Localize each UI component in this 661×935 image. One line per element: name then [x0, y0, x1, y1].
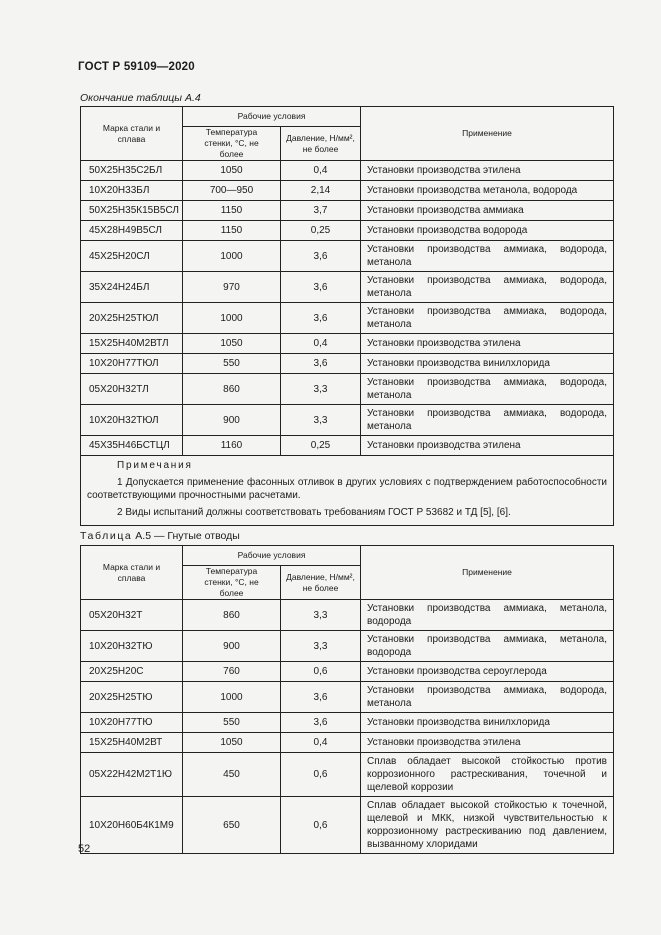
cell-steel-grade: 45Х25Н20СЛ: [81, 241, 183, 272]
table-row: [81, 631, 614, 662]
cell-temperature: 860: [183, 600, 281, 631]
cell-steel-grade: 50Х25Н35К15В5СЛ: [81, 201, 183, 221]
cell-temperature: 1050: [183, 334, 281, 354]
document-header: ГОСТ Р 59109—2020: [78, 61, 195, 73]
table-row: [81, 161, 614, 181]
table-a5: [80, 545, 614, 854]
cell-pressure: 0,4: [281, 733, 361, 753]
table-row: [81, 733, 614, 753]
table-a5-body: [81, 600, 614, 854]
cell-steel-grade: 15Х25Н40М2ВТЛ: [81, 334, 183, 354]
cell-pressure: 3,6: [281, 241, 361, 272]
cell-steel-grade: 10Х20Н32ТЮЛ: [81, 405, 183, 436]
cell-application: Сплав обладает высокой стойкостью против коррозионного растрескивания, точечной и щелевой коррозии: [361, 753, 614, 797]
table-row: [81, 682, 614, 713]
cell-pressure: 3,3: [281, 631, 361, 662]
table-row: [81, 201, 614, 221]
cell-temperature: 1000: [183, 682, 281, 713]
cell-temperature: 1160: [183, 436, 281, 456]
cell-temperature: 550: [183, 713, 281, 733]
table-row: [81, 181, 614, 201]
cell-pressure: 3,6: [281, 713, 361, 733]
col-header-mark: Марка стали и сплава: [81, 546, 183, 600]
cell-pressure: 3,6: [281, 354, 361, 374]
cell-pressure: 3,6: [281, 272, 361, 303]
page-number: 52: [78, 843, 91, 855]
cell-steel-grade: 15Х25Н40М2ВТ: [81, 733, 183, 753]
table-row: [81, 713, 614, 733]
cell-temperature: 900: [183, 405, 281, 436]
table-a4: [80, 106, 614, 526]
cell-application: Установки производства аммиака, метанола, водорода: [361, 631, 614, 662]
cell-pressure: 3,7: [281, 201, 361, 221]
cell-steel-grade: 05Х20Н32Т: [81, 600, 183, 631]
cell-temperature: 760: [183, 662, 281, 682]
cell-temperature: 1050: [183, 161, 281, 181]
col-header-pressure: Давление, Н/мм², не более: [281, 566, 361, 600]
table-a4-body: [81, 161, 614, 456]
table-row: [81, 436, 614, 456]
table-a5-caption: [80, 530, 240, 542]
note-item: 2 Виды испытаний должны соответствовать требованиям ГОСТ Р 53682 и ТД [5], [6].: [117, 507, 511, 518]
cell-application: Установки производства аммиака, водорода, метанола: [361, 303, 614, 334]
cell-application: Установки производства этилена: [361, 161, 614, 181]
col-header-pressure: Давление, Н/мм², не более: [281, 127, 361, 161]
cell-steel-grade: 35Х24Н24БЛ: [81, 272, 183, 303]
cell-application: Установки производства этилена: [361, 436, 614, 456]
table-row: [81, 221, 614, 241]
cell-steel-grade: 10Х20Н33БЛ: [81, 181, 183, 201]
cell-application: Установки производства аммиака: [361, 201, 614, 221]
cell-pressure: 3,3: [281, 374, 361, 405]
cell-temperature: 860: [183, 374, 281, 405]
cell-pressure: 3,3: [281, 600, 361, 631]
cell-application: Установки производства винилхлорида: [361, 713, 614, 733]
table-a5-caption-title: А.5 — Гнутые отводы: [135, 530, 240, 542]
cell-temperature: 1000: [183, 303, 281, 334]
cell-steel-grade: 10Х20Н77ТЮ: [81, 713, 183, 733]
notes-title: Примечания: [117, 460, 193, 471]
cell-steel-grade: 45Х28Н49В5СЛ: [81, 221, 183, 241]
table-row: [81, 303, 614, 334]
cell-pressure: 3,6: [281, 682, 361, 713]
table-a4-caption: Окончание таблицы А.4: [80, 92, 201, 104]
cell-pressure: 0,6: [281, 662, 361, 682]
cell-application: Установки производства аммиака, водорода, метанола: [361, 374, 614, 405]
cell-application: Установки производства сероуглерода: [361, 662, 614, 682]
table-row: [81, 334, 614, 354]
cell-pressure: 2,14: [281, 181, 361, 201]
table-a4-notes: [81, 456, 614, 526]
cell-application: Установки производства этилена: [361, 733, 614, 753]
cell-temperature: 550: [183, 354, 281, 374]
cell-steel-grade: 10Х20Н60Б4К1М9: [81, 797, 183, 854]
cell-temperature: 900: [183, 631, 281, 662]
cell-pressure: 0,4: [281, 161, 361, 181]
col-header-working-conditions: Рабочие условия: [183, 107, 361, 127]
cell-application: Установки производства аммиака, водорода, метанола: [361, 241, 614, 272]
cell-pressure: 0,6: [281, 797, 361, 854]
cell-steel-grade: 10Х20Н77ТЮЛ: [81, 354, 183, 374]
cell-application: Установки производства этилена: [361, 334, 614, 354]
table-row: [81, 374, 614, 405]
table-row: [81, 753, 614, 797]
col-header-temperature: Температура стенки, °C, не более: [183, 566, 281, 600]
cell-temperature: 1150: [183, 221, 281, 241]
cell-pressure: 0,25: [281, 436, 361, 456]
cell-pressure: 0,6: [281, 753, 361, 797]
cell-temperature: 1150: [183, 201, 281, 221]
cell-pressure: 3,6: [281, 303, 361, 334]
cell-application: Сплав обладает высокой стойкостью к точечной, щелевой и МКК, низкой чувствительностью к коррозионному растрескиванию под давлением, вызванному хлоридами: [361, 797, 614, 854]
cell-pressure: 0,25: [281, 221, 361, 241]
cell-pressure: 3,3: [281, 405, 361, 436]
cell-steel-grade: 10Х20Н32ТЮ: [81, 631, 183, 662]
col-header-temperature: Температура стенки, °C, не более: [183, 127, 281, 161]
table-row: [81, 797, 614, 854]
cell-temperature: 700—950: [183, 181, 281, 201]
table-row: [81, 272, 614, 303]
table-row: [81, 354, 614, 374]
cell-application: Установки производства аммиака, водорода, метанола: [361, 405, 614, 436]
cell-application: Установки производства метанола, водорода: [361, 181, 614, 201]
col-header-application: Применение: [361, 546, 614, 600]
table-row: [81, 662, 614, 682]
table-a5-caption-word: Таблица: [80, 530, 133, 542]
cell-steel-grade: 20Х25Н25ТЮ: [81, 682, 183, 713]
cell-temperature: 1000: [183, 241, 281, 272]
cell-steel-grade: 05Х22Н42М2Т1Ю: [81, 753, 183, 797]
table-row: [81, 405, 614, 436]
table-row: [81, 600, 614, 631]
cell-temperature: 1050: [183, 733, 281, 753]
col-header-mark: Марка стали и сплава: [81, 107, 183, 161]
cell-pressure: 0,4: [281, 334, 361, 354]
cell-steel-grade: 45Х35Н46БСТЦЛ: [81, 436, 183, 456]
note-item: 1 Допускается применение фасонных отливок в других условиях с подтверждением работоспособности соответствующими прочностными расчетами.: [87, 477, 607, 501]
cell-steel-grade: 20Х25Н25ТЮЛ: [81, 303, 183, 334]
cell-steel-grade: 50Х25Н35С2БЛ: [81, 161, 183, 181]
col-header-application: Применение: [361, 107, 614, 161]
cell-steel-grade: 05Х20Н32ТЛ: [81, 374, 183, 405]
cell-application: Установки производства аммиака, водорода, метанола: [361, 682, 614, 713]
cell-application: Установки производства водорода: [361, 221, 614, 241]
cell-temperature: 650: [183, 797, 281, 854]
cell-temperature: 970: [183, 272, 281, 303]
table-row: [81, 241, 614, 272]
cell-application: Установки производства аммиака, метанола, водорода: [361, 600, 614, 631]
cell-temperature: 450: [183, 753, 281, 797]
cell-application: Установки производства винилхлорида: [361, 354, 614, 374]
cell-steel-grade: 20Х25Н20С: [81, 662, 183, 682]
cell-application: Установки производства аммиака, водорода, метанола: [361, 272, 614, 303]
col-header-working-conditions: Рабочие условия: [183, 546, 361, 566]
